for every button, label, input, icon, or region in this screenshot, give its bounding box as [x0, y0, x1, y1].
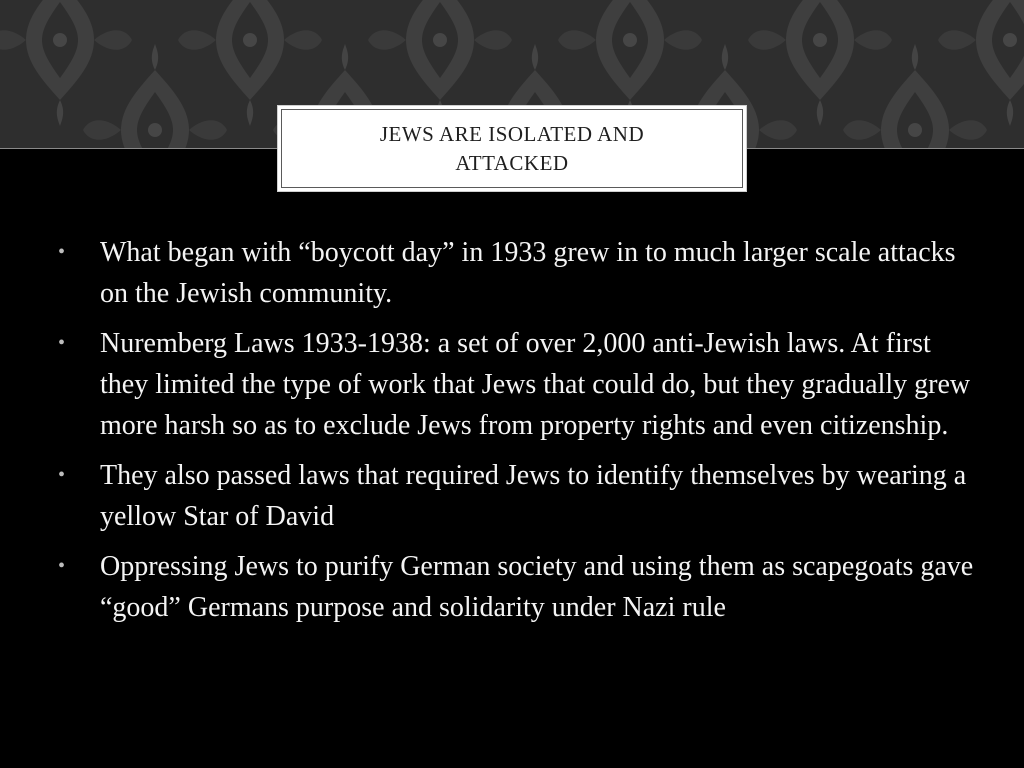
bullet-text: What began with “boycott day” in 1933 grew in to much larger scale attacks on the Jewish community.: [100, 237, 956, 309]
bullet-dot-icon: •: [58, 241, 66, 263]
bullet-dot-icon: •: [58, 555, 66, 577]
bullet-list: [58, 232, 978, 628]
bullet-dot-icon: •: [58, 332, 66, 354]
slide-title: JEWS ARE ISOLATED AND ATTACKED: [379, 121, 645, 175]
bullet-text: Oppressing Jews to purify German society and using them as scapegoats gave “good” Germans purpose and solidarity under Nazi rule: [100, 551, 974, 623]
title-box: [277, 105, 747, 192]
bullet-item: [58, 546, 978, 628]
bullet-item: [58, 323, 978, 446]
bullet-dot-icon: •: [58, 464, 66, 486]
bullet-text: Nuremberg Laws 1933-1938: a set of over 2,000 anti-Jewish laws. At first they limited the type of work that Jews that could do, but they gradually grew more harsh so as to exclude Jews from property rights and even citizenship.: [100, 328, 971, 441]
slide-content: [58, 232, 978, 637]
bullet-item: [58, 232, 978, 314]
bullet-text: They also passed laws that required Jews to identify themselves by wearing a yellow Star of David: [100, 460, 967, 532]
bullet-item: [58, 455, 978, 537]
title-inner-frame: [281, 109, 743, 188]
